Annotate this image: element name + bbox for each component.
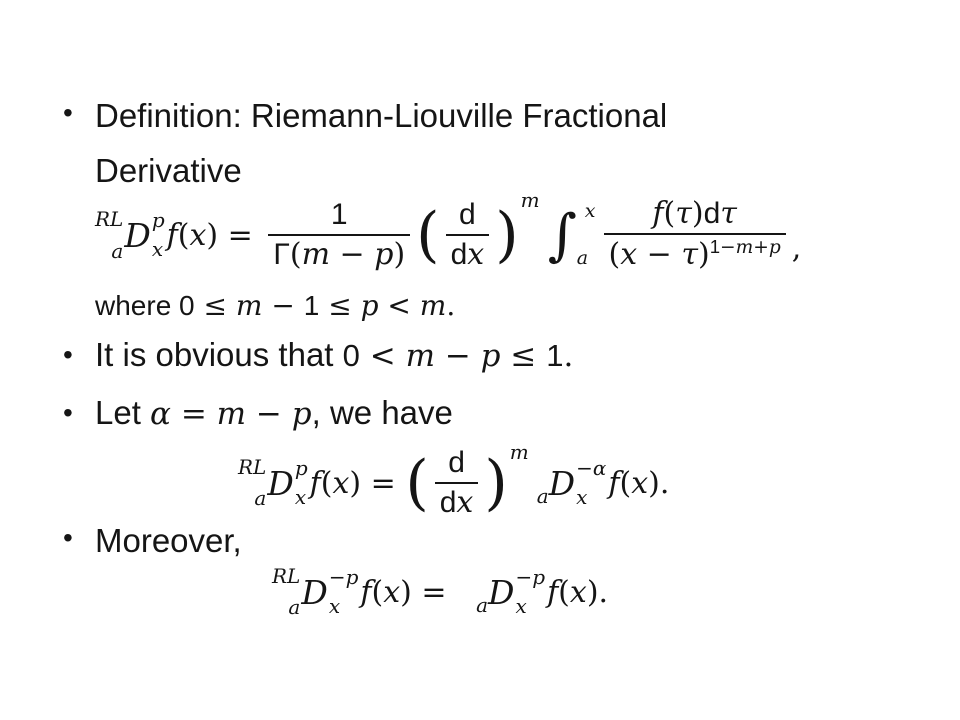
integral-limits — [577, 202, 596, 268]
right-paren: ) — [495, 200, 519, 270]
paren-exponent: m — [520, 188, 540, 212]
operator-D: D — [301, 572, 328, 612]
postscript-sup: −α — [576, 456, 607, 480]
ddx-fraction — [435, 444, 479, 522]
gamma-fraction-num: 1 — [330, 198, 348, 231]
script-D-operator: D — [488, 572, 515, 612]
prescript-stack — [272, 566, 300, 618]
prescript-sub: a — [254, 486, 267, 510]
ddx-fraction — [446, 196, 490, 274]
paren-exponent: m — [509, 440, 529, 464]
obvious-math: 0 < m − p ≤ 1. — [342, 338, 574, 374]
prescript-stack — [95, 209, 123, 261]
equals-sign: = — [411, 574, 457, 610]
postscript-sup: p — [151, 208, 165, 232]
postscript-sup: p — [294, 456, 308, 480]
kernel-fraction — [604, 195, 786, 274]
postscript-stack — [515, 567, 545, 617]
prescript-sup: RL — [238, 455, 267, 479]
moreover-text: Moreover, — [95, 522, 242, 559]
postscript-sub: x — [328, 594, 341, 618]
where-constraint-line — [95, 288, 455, 325]
integral-icon: ∫ — [547, 202, 577, 268]
ddx-num: d — [448, 446, 465, 479]
let-line — [95, 388, 453, 439]
prescript-sup: RL — [95, 207, 124, 231]
obvious-line — [95, 330, 573, 381]
operator-D: D — [124, 215, 151, 255]
function-fx-period: f(x). — [547, 574, 609, 610]
left-paren: ( — [416, 200, 440, 270]
equals-sign: = — [361, 465, 406, 501]
let-math: α = m − p — [150, 396, 312, 432]
script-D-operator: D — [548, 463, 576, 503]
right-paren: ) — [484, 448, 508, 518]
bullet-icon: • — [63, 97, 73, 128]
left-paren: ( — [405, 448, 429, 518]
gamma-fraction-den: Γ(m − p) — [268, 234, 410, 274]
we-have-text: , we have — [311, 394, 453, 431]
prescript-sub: a — [111, 239, 124, 263]
prescript-sub: a — [288, 595, 301, 619]
ddx-num: d — [459, 198, 476, 231]
postscript-sub: x — [151, 237, 164, 261]
postscript-sub: x — [515, 594, 527, 618]
prescript-stack — [238, 457, 266, 509]
bullet-item-definition — [63, 88, 853, 198]
postscript-stack — [329, 567, 359, 617]
where-math: 0 ≤ m − 1 ≤ p < m. — [179, 289, 456, 322]
postscript-stack — [295, 458, 308, 508]
postscript-sub: x — [576, 485, 588, 509]
ddx-den: dx — [435, 482, 479, 522]
postscript-sub: x — [294, 485, 307, 509]
formula-rl-definition — [95, 188, 801, 282]
equals-sign: = — [218, 217, 263, 253]
where-text: where — [95, 290, 180, 321]
postscript-stack — [152, 210, 165, 260]
let-text: Let — [95, 394, 151, 431]
kernel-den: $(x - \tau)^{1-m+p}$ — [604, 233, 786, 274]
bullet-icon: • — [63, 397, 73, 428]
function-fx-period: f(x). — [608, 465, 670, 501]
bullet-item-obvious — [63, 330, 883, 381]
prescript-a: a — [536, 484, 549, 508]
bullet-item-let-alpha — [63, 388, 883, 439]
bullet-icon: • — [63, 339, 73, 370]
integral-lower: a — [576, 247, 589, 269]
gamma-fraction — [268, 196, 410, 274]
postscript-stack — [576, 458, 606, 508]
prescript-a: a — [476, 593, 489, 617]
integral-upper: x — [584, 200, 596, 222]
postscript-sup: −p — [328, 565, 359, 589]
function-fx: f(x) — [166, 217, 219, 253]
function-fx: f(x) — [360, 574, 412, 610]
postscript-sup: −p — [515, 565, 546, 589]
kernel-num: f(τ)dτ — [652, 196, 737, 232]
function-fx: f(x) — [309, 465, 362, 501]
definition-title-text: Definition: Riemann-Liouville Fractional Derivative — [95, 97, 668, 189]
ddx-den: dx — [446, 234, 490, 274]
prescript-sup: RL — [272, 564, 301, 588]
operator-D: D — [267, 463, 294, 503]
trailing-comma: , — [791, 231, 802, 266]
obvious-text: It is obvious that — [95, 336, 343, 373]
formula-negative-p-identity — [272, 556, 608, 628]
bullet-icon: • — [63, 522, 73, 553]
